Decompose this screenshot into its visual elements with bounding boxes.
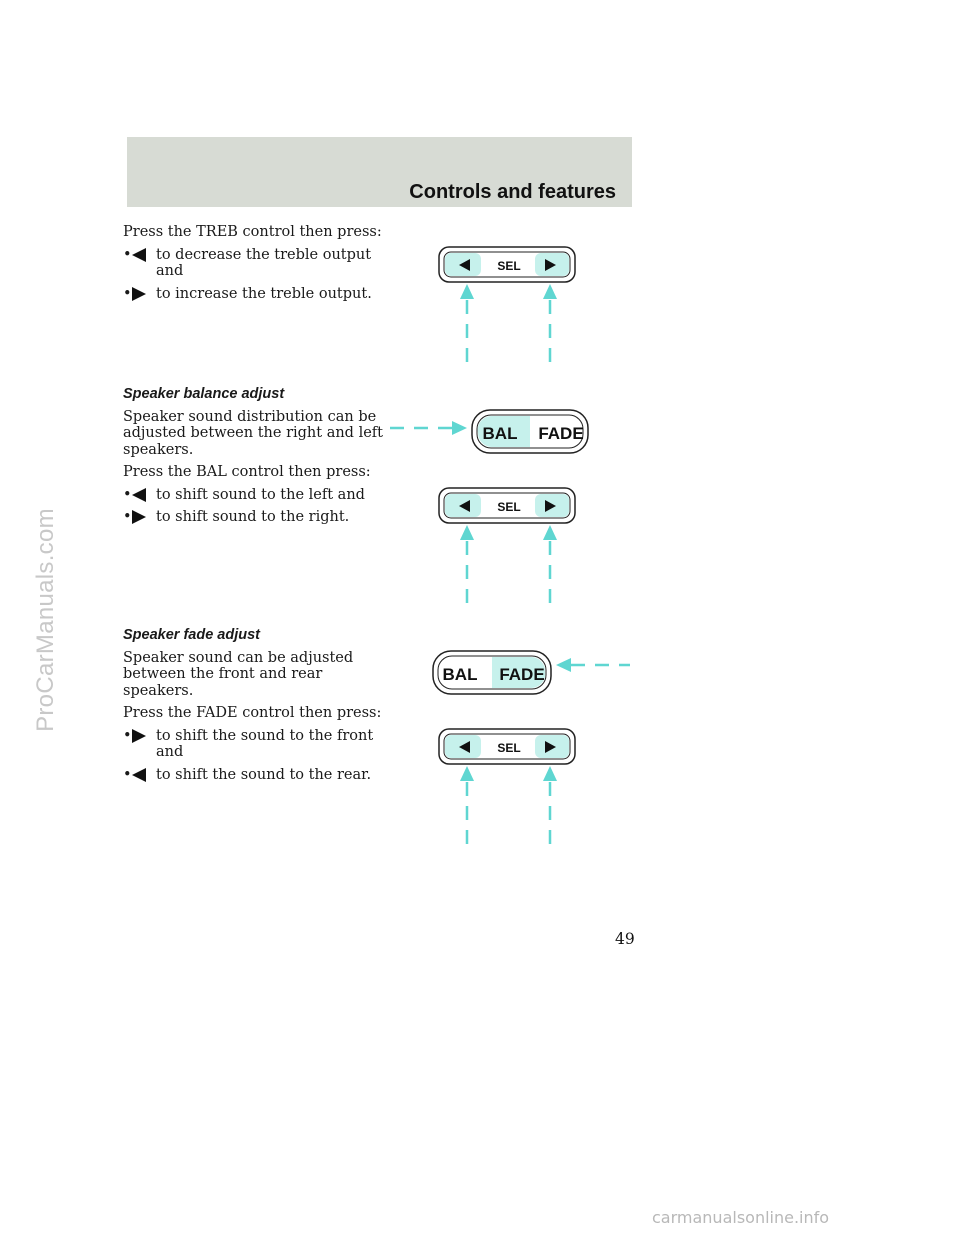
- sel-label: SEL: [497, 741, 521, 755]
- bal-label: BAL: [442, 665, 478, 684]
- bullet-text: to shift the sound to the rear.: [156, 766, 372, 783]
- bullet-text: to shift sound to the right.: [156, 509, 350, 525]
- balance-instruction: Press the BAL control then press:: [123, 464, 371, 480]
- fade-sel-pointer-arrows: [460, 766, 557, 854]
- fade-label: FADE: [499, 665, 545, 684]
- side-watermark: ProCarManuals.com: [32, 508, 59, 732]
- bullet-text: to decrease the treble output and: [156, 246, 372, 279]
- fade-instruction: Press the FADE control then press:: [123, 705, 382, 721]
- bullet-text: to shift the sound to the front and: [156, 727, 374, 760]
- bullet-dot: •: [123, 285, 132, 302]
- bullet-text: to shift sound to the left and: [156, 486, 365, 503]
- bullet-dot: •: [123, 766, 132, 783]
- bullet-text: to increase the treble output.: [156, 285, 372, 302]
- balance-description: Speaker sound distribution can be adjusted between the right and left speakers.: [123, 408, 383, 458]
- treble-intro: Press the TREB control then press:: [123, 224, 382, 240]
- bal-fade-control-fade: [433, 651, 551, 694]
- treble-pointer-arrows: [460, 284, 557, 372]
- sel-label: SEL: [497, 259, 521, 273]
- sel-control-fade: [439, 729, 575, 764]
- page-section-title: Controls and features: [409, 181, 616, 203]
- balance-heading: Speaker balance adjust: [123, 386, 285, 402]
- fade-pointer-arrow: [556, 658, 630, 672]
- balance-sel-pointer-arrows: [460, 525, 557, 613]
- bottom-watermark: carmanualsonline.info: [652, 1208, 830, 1227]
- bullet-dot: •: [123, 509, 132, 525]
- bal-label: BAL: [482, 424, 518, 443]
- bal-fade-control-balance: [472, 410, 588, 453]
- balance-pointer-arrow: [390, 421, 467, 435]
- sel-control-treble: [439, 247, 575, 282]
- bullet-dot: •: [123, 486, 132, 503]
- bullet-dot: •: [123, 246, 132, 263]
- fade-description: Speaker sound can be adjusted between the front and rear speakers.: [123, 649, 354, 699]
- sel-label: SEL: [497, 500, 521, 514]
- sel-control-balance: [439, 488, 575, 523]
- fade-label: FADE: [538, 424, 584, 443]
- page-number: 49: [615, 930, 635, 948]
- fade-heading: Speaker fade adjust: [123, 627, 260, 643]
- bullet-dot: •: [123, 727, 132, 744]
